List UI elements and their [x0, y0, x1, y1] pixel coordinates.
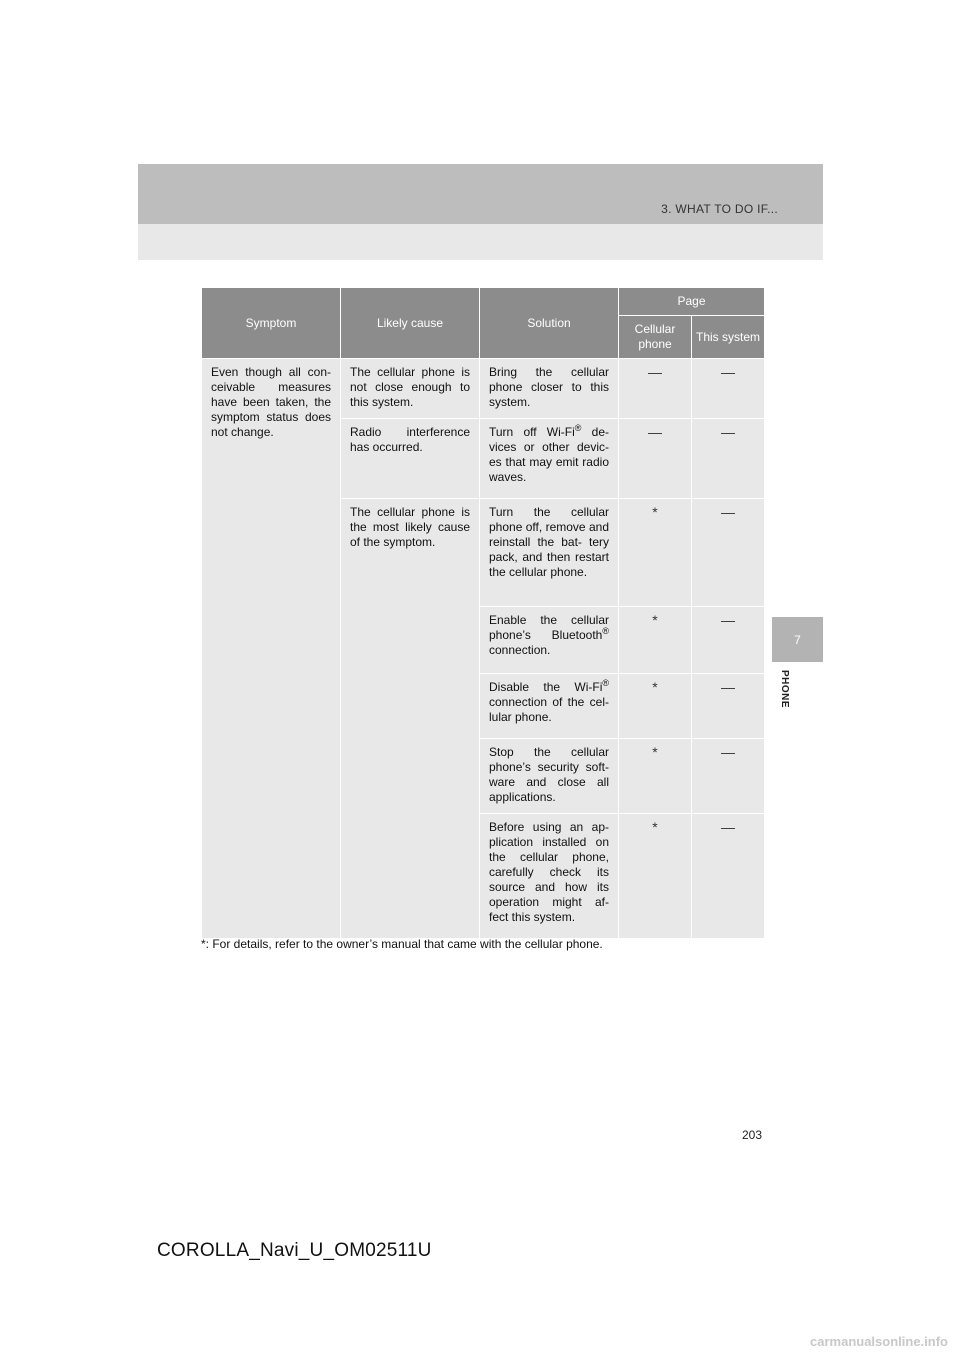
solution-text: de- vices or other devic- es that may emit radio waves. [489, 425, 609, 484]
this-system-page: — [692, 607, 765, 674]
header-symptom: Symptom [202, 288, 341, 359]
cause-cell: The cellular phone is not close enough to this system. [341, 359, 480, 419]
cellular-phone-page: * [619, 674, 692, 739]
header-bar [138, 164, 823, 224]
solution-cell: Bring the cellular phone closer to this system. [480, 359, 619, 419]
page-number: 203 [742, 1128, 763, 1142]
header-cellular-phone: Cellular phone [619, 316, 692, 359]
header-this-system: This system [692, 316, 765, 359]
registered-mark: ® [602, 678, 609, 688]
solution-text: Enable the cellular phone’s Bluetooth [489, 613, 609, 642]
this-system-page: — [692, 739, 765, 814]
cellular-phone-page: — [619, 419, 692, 499]
footnote: *: For details, refer to the owner’s manual that came with the cellular phone. [201, 937, 603, 951]
document-id: COROLLA_Navi_U_OM02511U [157, 1240, 432, 1261]
cellular-phone-page: — [619, 359, 692, 419]
this-system-page: — [692, 674, 765, 739]
table-row [202, 359, 765, 419]
cause-cell: The cellular phone is the most likely cause of the symptom. [341, 499, 480, 939]
section-title: 3. WHAT TO DO IF... [661, 202, 778, 216]
solution-text: Turn off Wi-Fi [489, 425, 575, 439]
solution-cell [480, 674, 619, 739]
solution-cell [480, 607, 619, 674]
symptom-cell: Even though all con- ceivable measures have been taken, the symptom status does not change. [202, 359, 341, 939]
solution-text: connection. [489, 643, 551, 657]
header-subbar [138, 224, 823, 260]
solution-text: Disable the Wi-Fi [489, 680, 603, 694]
header-page: Page [619, 288, 765, 316]
chapter-tab [772, 617, 823, 662]
this-system-page: — [692, 359, 765, 419]
this-system-page: — [692, 499, 765, 607]
solution-text: connection of the cel- lular phone. [489, 695, 609, 724]
solution-cell: Turn the cellular phone off, remove and reinstall the bat- tery pack, and then restart the cellular phone. [480, 499, 619, 607]
chapter-label: PHONE [779, 670, 790, 709]
solution-cell [480, 419, 619, 499]
cellular-phone-page: * [619, 607, 692, 674]
header-solution: Solution [480, 288, 619, 359]
chapter-number: 7 [794, 632, 801, 647]
solution-cell: Stop the cellular phone’s security soft- ware and close all applications. [480, 739, 619, 814]
this-system-page: — [692, 814, 765, 939]
cellular-phone-page: * [619, 814, 692, 939]
cause-cell: Radio interference has occurred. [341, 419, 480, 499]
troubleshooting-table [201, 287, 765, 939]
cellular-phone-page: * [619, 739, 692, 814]
solution-cell: Before using an ap- plication installed on the cellular phone, carefully check its source and how its operation might af- fect this system. [480, 814, 619, 939]
registered-mark: ® [602, 626, 609, 636]
registered-mark: ® [574, 423, 582, 433]
header-likely-cause: Likely cause [341, 288, 480, 359]
watermark: carmanualsonline.info [810, 1334, 948, 1349]
cellular-phone-page: * [619, 499, 692, 607]
this-system-page: — [692, 419, 765, 499]
